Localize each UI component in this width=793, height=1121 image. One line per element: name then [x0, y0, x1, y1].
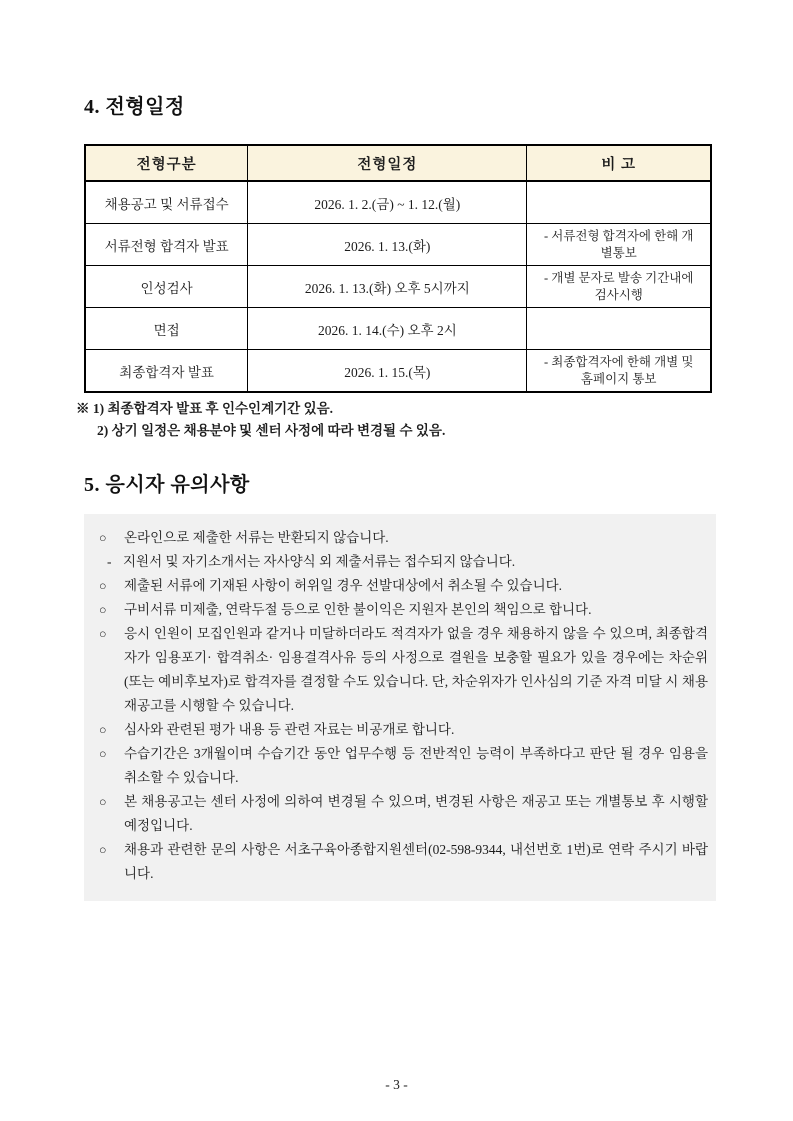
- cell-schedule: 2026. 1. 2.(금) ~ 1. 12.(월): [248, 181, 527, 224]
- notice-item: [99, 718, 708, 742]
- cell-remarks: [527, 181, 711, 224]
- cell-category: 채용공고 및 서류접수: [85, 181, 248, 224]
- dash-bullet-icon: -: [107, 554, 112, 570]
- notice-text: 온라인으로 제출한 서류는 반환되지 않습니다.: [124, 530, 389, 546]
- notice-item: [99, 526, 708, 550]
- cell-remarks: - 최종합격자에 한해 개별 및 홈페이지 통보: [527, 350, 711, 393]
- cell-remarks: - 개별 문자로 발송 기간내에 검사시행: [527, 266, 711, 308]
- page-content: [76, 90, 712, 901]
- cell-remarks: [527, 308, 711, 350]
- cell-schedule: 2026. 1. 14.(수) 오후 2시: [248, 308, 527, 350]
- cell-schedule: 2026. 1. 13.(화): [248, 224, 527, 266]
- circle-bullet-icon: ○: [99, 723, 107, 738]
- section4-title: 4. 전형일정: [84, 96, 185, 118]
- notice-item: [99, 574, 708, 598]
- notice-text: 수습기간은 3개월이며 수습기간 동안 업무수행 등 전반적인 능력이 부족하다고 판단 될 경우 임용을 취소할 수 있습니다.: [124, 746, 708, 786]
- notice-text: 응시 인원이 모집인원과 같거나 미달하더라도 적격자가 없을 경우 채용하지 않을 수 있으며, 최종합격자가 임용포기· 합격취소· 임용결격사유 등의 사정으로 결원을 보충할 필요가 있을 경우에는 차순위 (또는 예비후보자)로 합격자를 결정할 수도 있습니다. 단, 차순위자가 인사심의 기준 자격 미달 시 채용 재공고를 시행할 수 있습니다.: [124, 626, 708, 714]
- circle-bullet-icon: ○: [99, 795, 107, 810]
- table-row: [85, 350, 711, 393]
- table-row: [85, 308, 711, 350]
- notice-text: 채용과 관련한 문의 사항은 서초구육아종합지원센터(02-598-9344, 내선번호 1번)로 연락 주시기 바랍니다.: [124, 842, 708, 882]
- notice-text: 구비서류 미제출, 연락두절 등으로 인한 불이익은 지원자 본인의 책임으로 합니다.: [124, 602, 592, 618]
- notice-item: [99, 838, 708, 886]
- notice-item: [99, 622, 708, 718]
- notice-text: 제출된 서류에 기재된 사항이 허위일 경우 선발대상에서 취소될 수 있습니다.: [124, 578, 563, 594]
- circle-bullet-icon: ○: [99, 747, 107, 762]
- table-header-row: [85, 145, 711, 181]
- notice-item: [99, 598, 708, 622]
- cell-category: 최종합격자 발표: [85, 350, 248, 393]
- circle-bullet-icon: ○: [99, 579, 107, 594]
- schedule-table: [84, 144, 712, 393]
- notice-subitem: [99, 550, 708, 574]
- table-footnotes: [76, 398, 712, 441]
- circle-bullet-icon: ○: [99, 627, 107, 642]
- page-number: - 3 -: [385, 1077, 408, 1092]
- column-header-schedule: 전형일정: [248, 145, 527, 181]
- section5-title: 5. 응시자 유의사항: [84, 474, 250, 497]
- table-row: [85, 224, 711, 266]
- circle-bullet-icon: ○: [99, 603, 107, 618]
- cell-schedule: 2026. 1. 15.(목): [248, 350, 527, 393]
- column-header-remarks: 비 고: [527, 145, 711, 181]
- cell-category: 면접: [85, 308, 248, 350]
- notice-item: [99, 790, 708, 838]
- cell-schedule: 2026. 1. 13.(화) 오후 5시까지: [248, 266, 527, 308]
- notice-box: [84, 514, 716, 901]
- cell-remarks: - 서류전형 합격자에 한해 개별통보: [527, 224, 711, 266]
- notice-text: 지원서 및 자기소개서는 자사양식 외 제출서류는 접수되지 않습니다.: [123, 554, 516, 570]
- notice-text: 심사와 관련된 평가 내용 등 관련 자료는 비공개로 합니다.: [124, 722, 455, 738]
- circle-bullet-icon: ○: [99, 843, 107, 858]
- cell-category: 인성검사: [85, 266, 248, 308]
- column-header-category: 전형구분: [85, 145, 248, 181]
- cell-category: 서류전형 합격자 발표: [85, 224, 248, 266]
- notice-text: 본 채용공고는 센터 사정에 의하여 변경될 수 있으며, 변경된 사항은 재공고 또는 개별통보 후 시행할 예정입니다.: [124, 794, 708, 834]
- table-row: [85, 266, 711, 308]
- notice-item: [99, 742, 708, 790]
- footnote-line: ※ 1) 최종합격자 발표 후 인수인계기간 있음.: [76, 401, 334, 416]
- footnote-line: 2) 상기 일정은 채용분야 및 센터 사정에 따라 변경될 수 있음.: [97, 422, 446, 438]
- circle-bullet-icon: ○: [99, 531, 107, 546]
- table-row: [85, 181, 711, 224]
